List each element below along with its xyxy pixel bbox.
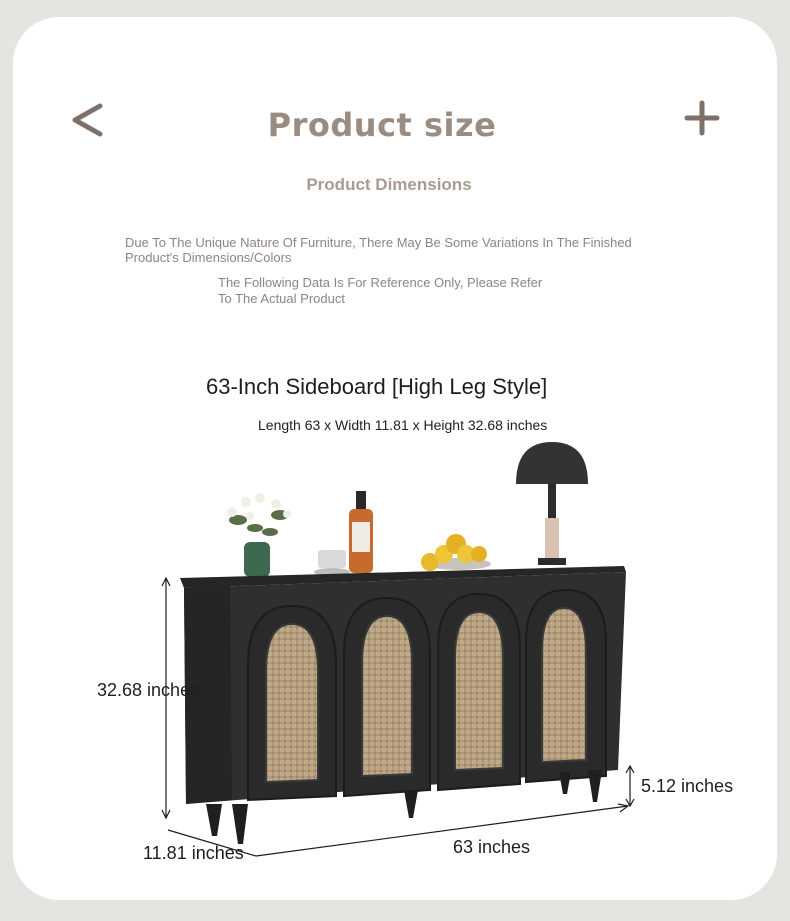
length-label: 63 inches — [453, 837, 531, 857]
flower-vase — [227, 493, 291, 577]
liquor-bottle — [349, 491, 373, 573]
page-subtitle: Product Dimensions — [306, 175, 472, 194]
page-title: Product size — [267, 106, 497, 144]
depth-label: 11.81 inches — [143, 843, 244, 863]
glass-cup — [318, 550, 346, 568]
height-label: 32.68 inches — [97, 680, 200, 700]
leg-height-label: 5.12 inches — [641, 776, 734, 796]
product-name: 63-Inch Sideboard [High Leg Style] — [206, 374, 548, 399]
table-lamp — [516, 442, 588, 565]
variation-note: Due To The Unique Nature Of Furniture, There May Be Some Variations In The Finished Product's Dimensions/Colors — [125, 235, 632, 265]
product-spec: Length 63 x Width 11.81 x Height 32.68 inches — [258, 417, 548, 433]
lemon-bowl — [421, 534, 491, 571]
reference-note: The Following Data Is For Reference Only, Please Refer To The Actual Product — [218, 275, 543, 306]
